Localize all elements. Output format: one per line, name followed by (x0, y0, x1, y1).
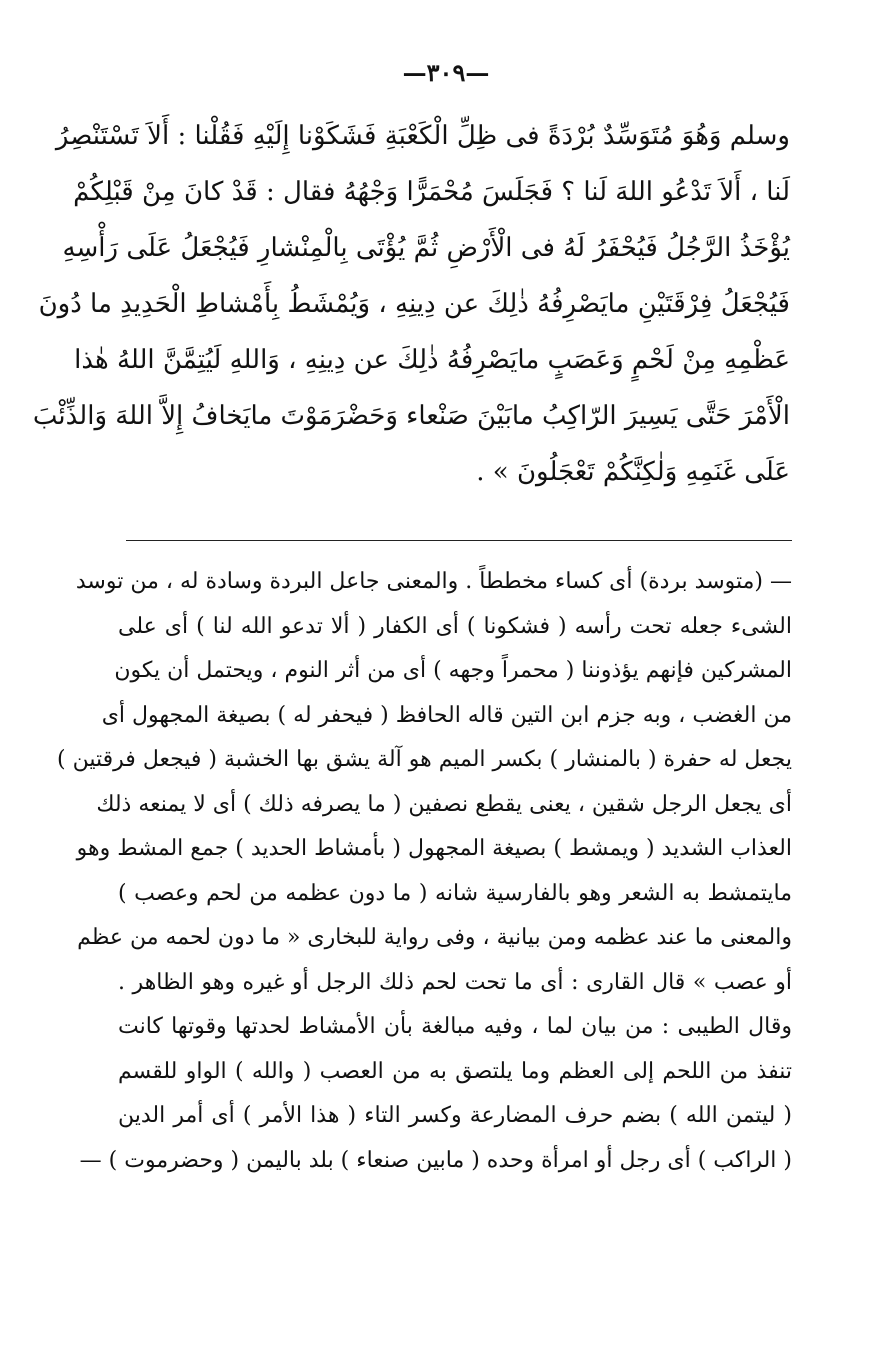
page-number: —٣٠٩— (402, 58, 490, 87)
note-line: والمعنى ما عند عظمه ومن بيانية ، وفى رواية للبخارى « ما دون لحمه من عظم (77, 925, 792, 950)
note-line: تنفذ من اللحم إلى العظم وما يلتصق به من العصب ( والله ) الواو للقسم (118, 1058, 792, 1084)
hadith-line: وسلم وَهُوَ مُتَوَسِّدٌ بُرْدَةً فى ظِلِّ الْكَعْبَةِ فَشَكَوْنا إِلَيْهِ فَقُلْنا : أَلاَ تَسْتَنْصِرُ (55, 121, 790, 151)
note-line: أى يجعل الرجل شقين ، يعنى يقطع نصفين ( ما يصرفه ذلك ) أى لا يمنعه ذلك (96, 791, 792, 817)
hadith-text (32, 108, 790, 500)
note-line: يجعل له حفرة ( بالمنشار ) بكسر الميم هو آلة يشق بها الخشبة ( فيجعل فرقتين ) (57, 747, 792, 772)
note-line: أو عصب » قال القارى : أى ما تحت لحم ذلك الرجل أو غيره وهو الظاهر . (118, 969, 792, 995)
note-line: ( ليتمن الله ) بضم حرف المضارعة وكسر التاء ( هذا الأمر ) أى أمر الدين (118, 1103, 792, 1128)
note-line: ( الراكب ) أى رجل أو امرأة وحده ( مابين صنعاء ) بلد باليمن ( وحضرموت ) — (79, 1147, 792, 1173)
hadith-line: الْأَمْرَ حَتَّى يَسِيرَ الرّاكِبُ مابَيْنَ صَنْعاء وَحَضْرَمَوْتَ مايَخافُ إِلاَّ اللهَ وَالذِّئْبَ (32, 401, 790, 431)
section-divider (126, 540, 792, 541)
hadith-line: يُؤْخَذُ الرَّجُلُ فَيُحْفَرُ لَهُ فى الْأَرْضِ ثُمَّ يُؤْتَى بِالْمِنْشارِ فَيُجْعَلُ عَلَى رَأْسِهِ (62, 233, 790, 263)
commentary-notes (57, 560, 792, 1183)
hadith-line: عَلَى غَنَمِهِ وَلٰكِنَّكُمْ تَعْجَلُونَ » . (476, 457, 790, 487)
note-line: العذاب الشديد ( ويمشط ) بصيغة المجهول ( بأمشاط الحديد ) جمع المشط وهو (76, 836, 792, 861)
note-line: مايتمشط به الشعر وهو بالفارسية شانه ( ما دون عظمه من لحم وعصب ) (118, 880, 792, 906)
note-line: — (متوسد بردة) أى كساء مخططاً . والمعنى جاعل البردة وسادة له ، من توسد (75, 569, 792, 594)
hadith-line: لَنا ، أَلاَ تَدْعُو اللهَ لَنا ؟ فَجَلَسَ مُحْمَرًّا وَجْهُهُ فقال : قَدْ كانَ مِنْ قَبْلِكُمْ (73, 177, 790, 207)
hadith-line: عَظْمِهِ مِنْ لَحْمٍ وَعَصَبٍ مايَصْرِفُهُ ذٰلِكَ عن دِينِهِ ، وَاللهِ لَيُتِمَّنَّ اللهُ هٰذا (74, 345, 790, 375)
hadith-line: فَيُجْعَلُ فِرْقَتَيْنِ مايَصْرِفُهُ ذٰلِكَ عن دِينِهِ ، وَيُمْشَطُ بِأَمْشاطِ الْحَدِيدِ ما دُونَ (38, 289, 790, 319)
note-line: المشركين فإنهم يؤذوننا ( محمراً وجهه ) أى من أثر النوم ، ويحتمل أن يكون (114, 658, 792, 683)
note-line: من الغضب ، وبه جزم ابن التين قاله الحافظ ( فيحفر له ) بصيغة المجهول أى (101, 702, 792, 728)
note-line: الشىء جعله تحت رأسه ( فشكونا ) أى الكفار ( ألا تدعو الله لنا ) أى على (118, 613, 792, 639)
note-line: وقال الطيبى : من بيان لما ، وفيه مبالغة بأن الأمشاط لحدتها وقوتها كانت (118, 1014, 792, 1039)
